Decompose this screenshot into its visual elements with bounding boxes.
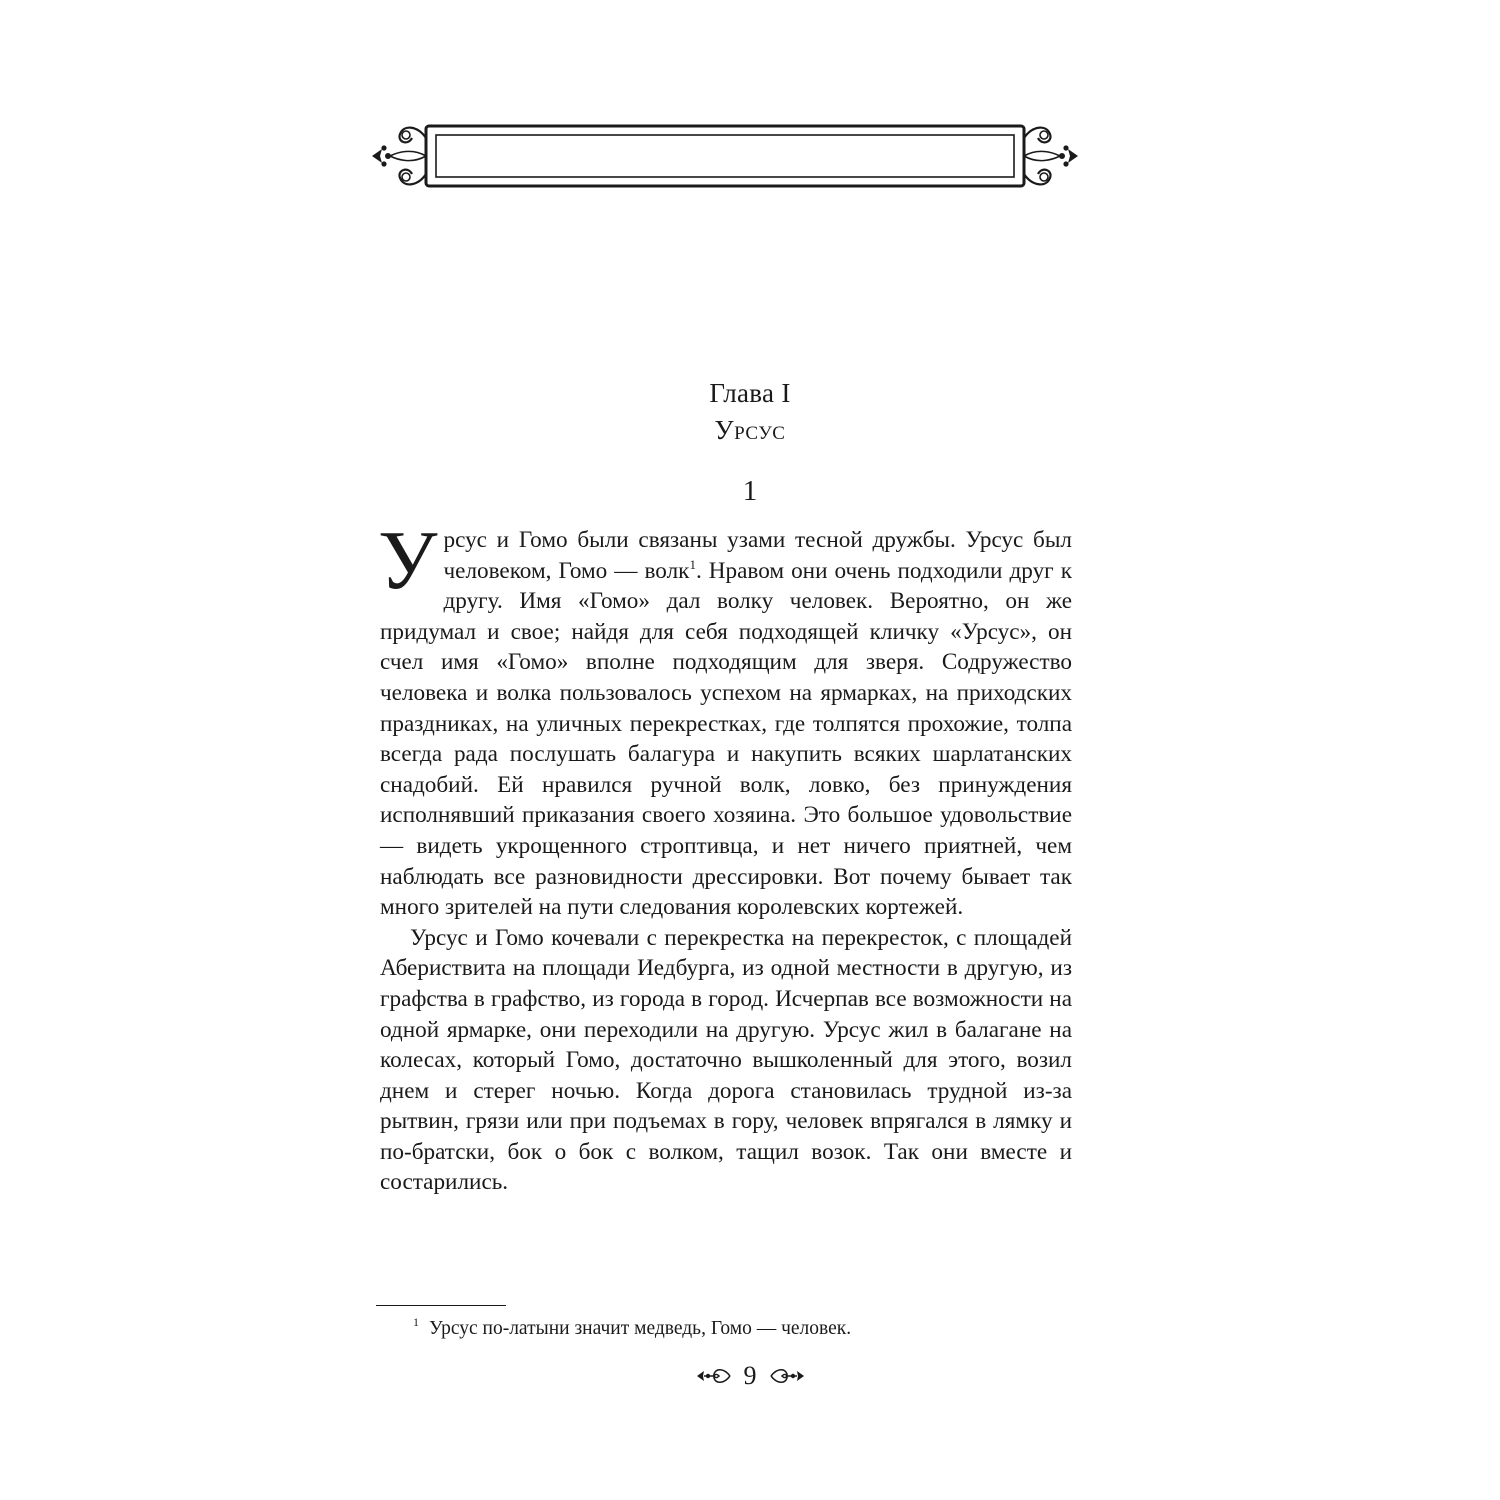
ornamental-frame-icon	[368, 118, 1082, 194]
flourish-right-icon	[769, 1365, 805, 1387]
paragraph-2: Урсус и Гомо кочевали с перекрестка на перекресток, с площадей Абериствита на площади Иедбурга, из одной местности в другую, из графства в графство, из города в город. Исчерпав все возможности на одной ярмарке, они переходили на другую. Урсус жил в балагане на колесах, который Гомо, достаточно вышколенный для этого, возил днем и стерег ночью. Когда дорога становилась трудной из-за рытвин, грязи или при подъемах в гору, человек впрягался в лямку и по-братски, бок о бок с волком, тащил возок. Так они вместе и состарились.	[380, 924, 1072, 1196]
paragraph-1-text-a: рсус и Гомо были связаны узами тесной дружбы. Урсус был человеком, Гомо — волк	[443, 527, 1072, 584]
drop-cap: У	[378, 514, 438, 607]
footnote-divider	[376, 1305, 506, 1306]
page-number: 9	[743, 1361, 757, 1390]
page-footer	[0, 1356, 1500, 1396]
flourish-left-icon	[696, 1365, 732, 1387]
paragraph-1-text-b: . Нравом они очень подходили друг к другу. Имя «Гомо» дал волку человек. Вероятно, он же придумал и свое; найдя для себя подходящей кличку «Урсус», он счел имя «Гомо» вполне подходящим для зверя. Содружество человека и волка пользовалось успехом на ярмарках, на приходских праздниках, на уличных перекрестках, где толпятся прохожие, толпа всегда рада послушать балагура и накупить всяких шарлатанских снадобий. Ей нравился ручной волк, ловко, без принуждения исполнявший приказания своего хозяина. Это большое удовольствие — видеть укрощенного строптивца, и нет ничего приятней, чем наблюдать все разновидности дрессировки. Вот почему бывает так много зрителей на пути следования королевских кортежей.	[380, 557, 1072, 921]
section-number: 1	[742, 475, 758, 507]
footnote-marker: 1	[413, 1315, 419, 1329]
footnote-text: Урсус по-латыни значит медведь, Гомо — человек.	[429, 1318, 852, 1339]
body-text	[378, 514, 1072, 1198]
footnote-reference: 1	[689, 556, 696, 572]
chapter-title: Урсус	[714, 415, 786, 445]
paragraph-1	[378, 514, 1072, 923]
chapter-label: Глава I	[709, 378, 791, 408]
footnote	[413, 1315, 1073, 1343]
